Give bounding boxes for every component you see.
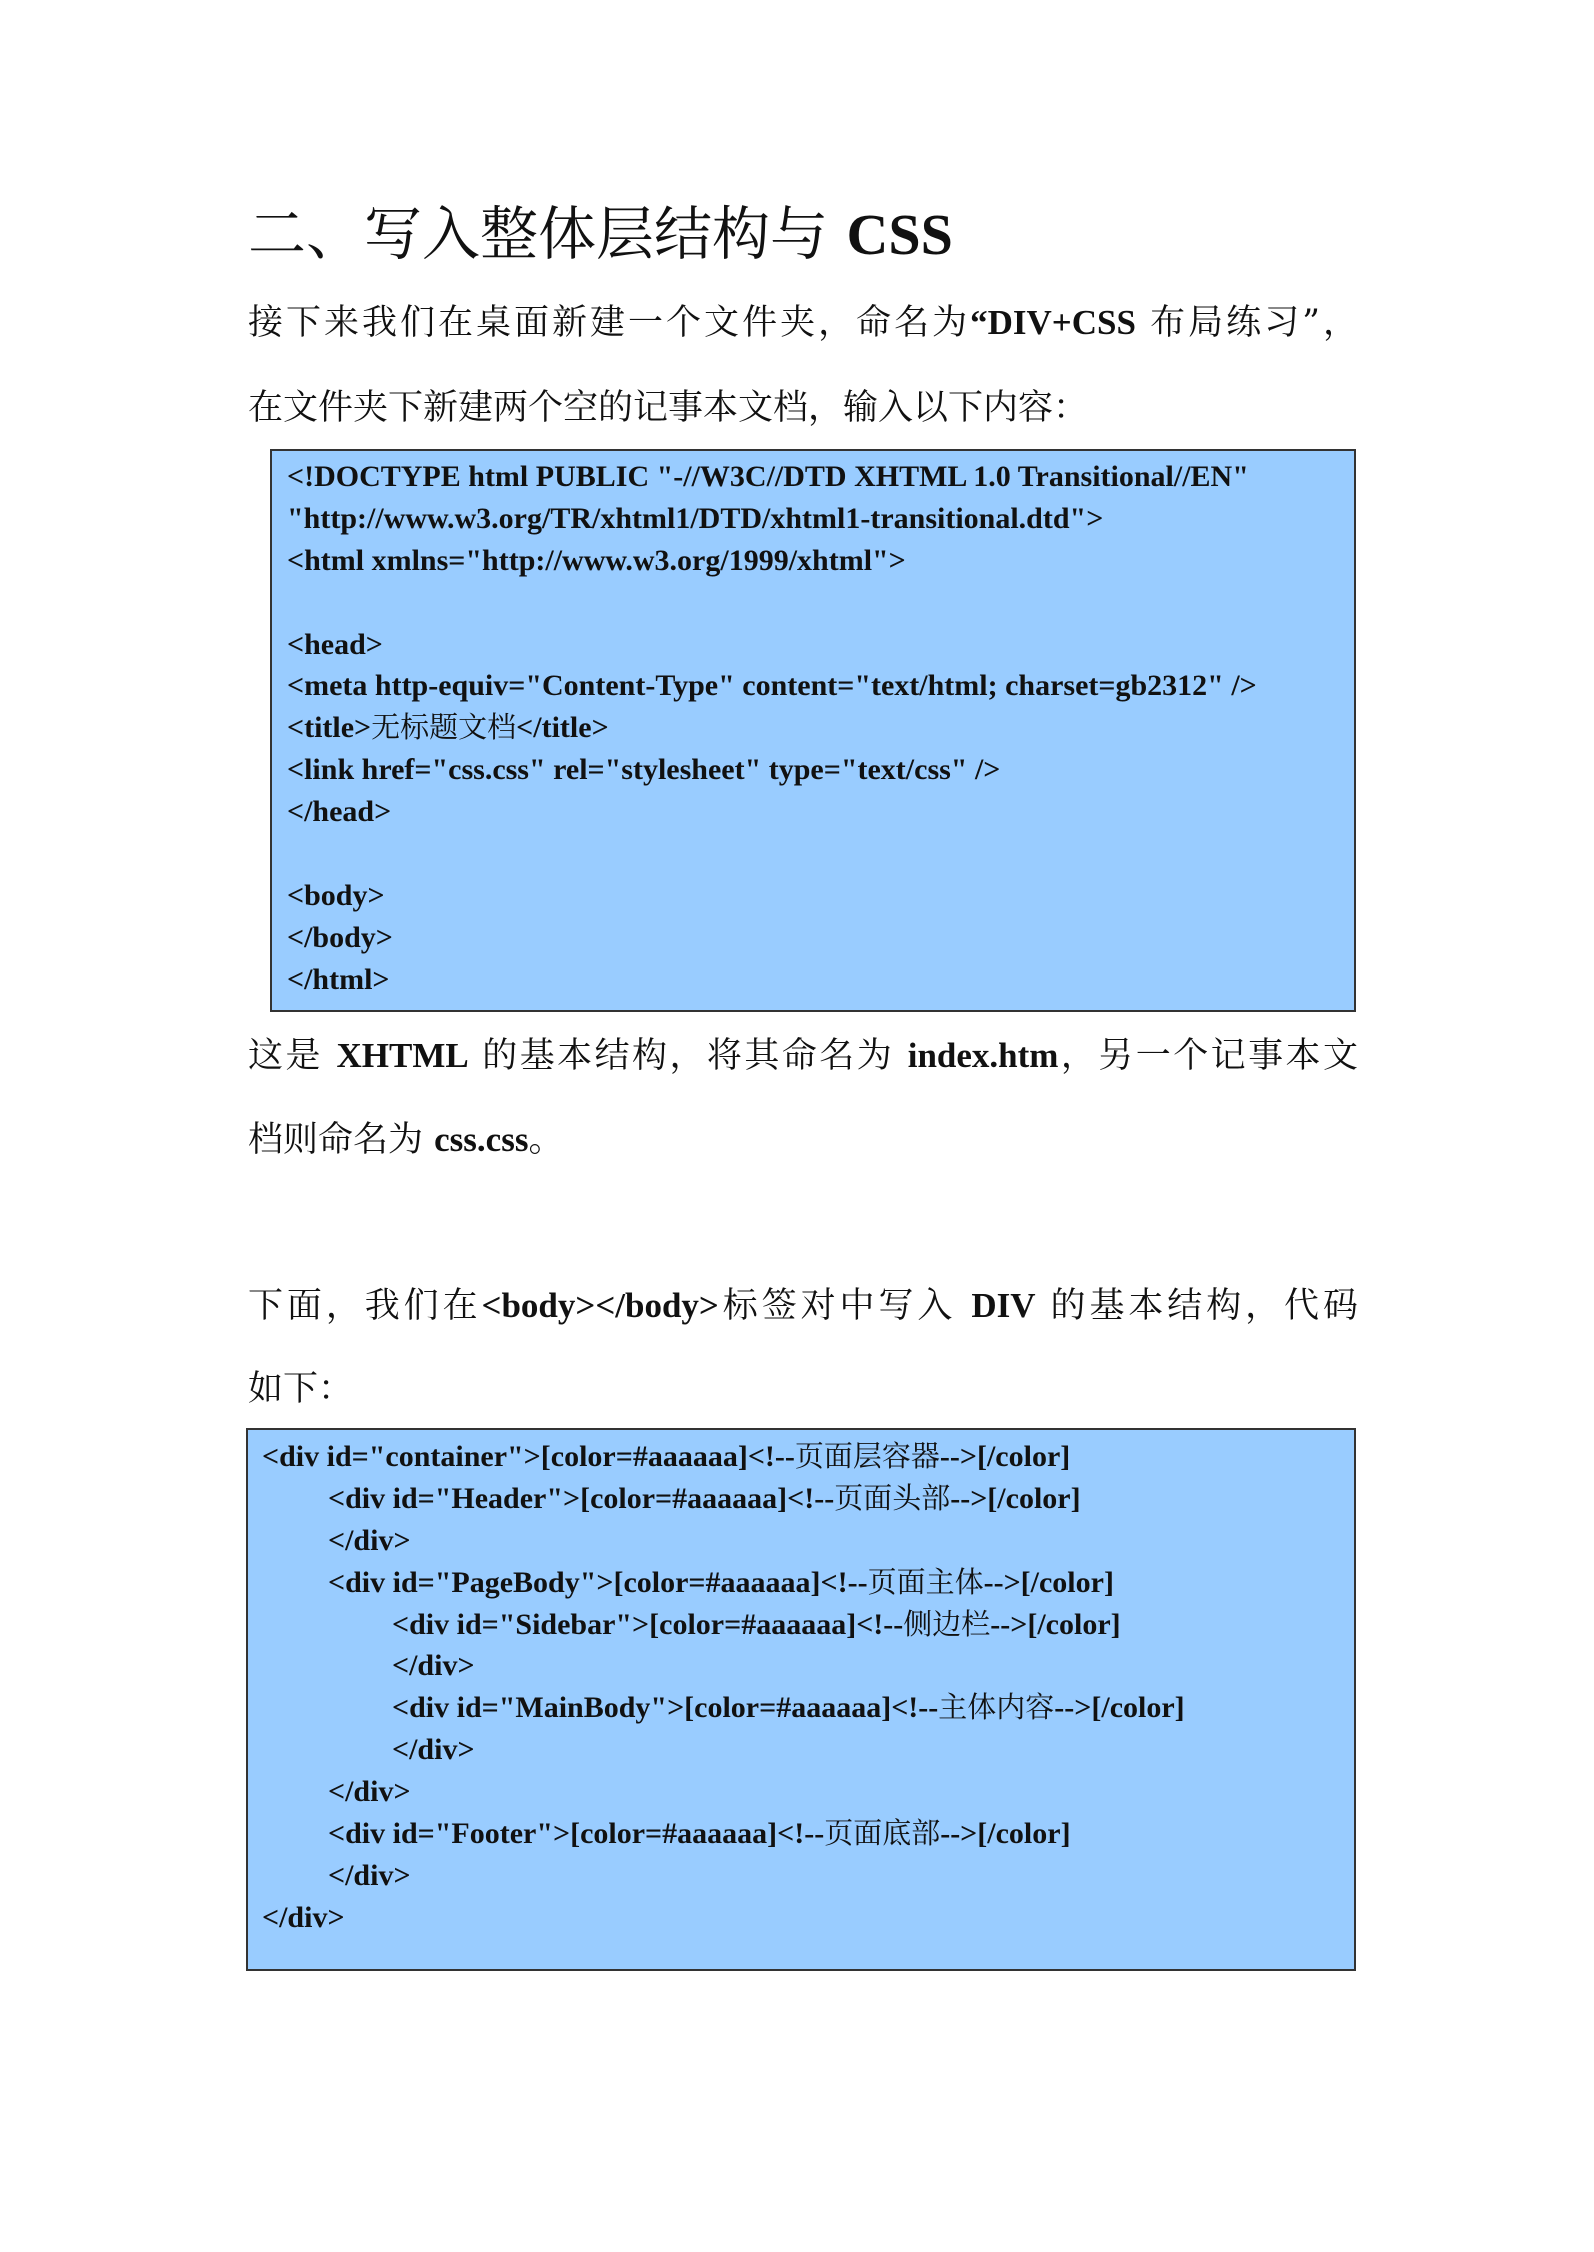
code-line bbox=[262, 1855, 1354, 1897]
code-text: -->[/color] bbox=[950, 1481, 1081, 1515]
code-line bbox=[262, 1478, 1354, 1520]
code-text: <div id="MainBody">[color=#aaaaaa]<!-- bbox=[392, 1691, 939, 1725]
code-text: -->[/color] bbox=[990, 1607, 1121, 1641]
code-line bbox=[262, 1562, 1354, 1604]
text-run-bold: DIV bbox=[971, 1286, 1036, 1325]
code-line: </head> bbox=[287, 795, 392, 829]
text-run-bold: index.htm bbox=[907, 1036, 1059, 1075]
code-line bbox=[262, 1645, 1354, 1687]
code-line bbox=[262, 1897, 1354, 1939]
code-text: </div> bbox=[328, 1858, 411, 1892]
code-line: <!DOCTYPE html PUBLIC "-//W3C//DTD XHTML 1.0 Transitional//EN" bbox=[287, 460, 1249, 493]
paragraph-structure-line-1 bbox=[248, 1028, 1358, 1084]
code-line bbox=[262, 1771, 1354, 1813]
code-block-xhtml bbox=[270, 449, 1356, 1012]
heading-latin: CSS bbox=[846, 202, 953, 267]
code-text-cjk: 无标题文档 bbox=[371, 710, 517, 745]
paragraph-structure-line-2 bbox=[248, 1112, 1358, 1168]
code-text: </div> bbox=[328, 1775, 411, 1809]
code-text: <div id="Sidebar">[color=#aaaaaa]<!-- bbox=[392, 1607, 904, 1641]
text-run: 标签对中写入 bbox=[718, 1286, 972, 1326]
code-line: "http://www.w3.org/TR/xhtml1/DTD/xhtml1-transitional.dtd"> bbox=[287, 501, 1104, 535]
code-text: </div> bbox=[328, 1523, 411, 1557]
text-run: 档则命名为 bbox=[248, 1120, 435, 1160]
code-text: </title> bbox=[516, 711, 609, 745]
code-line bbox=[262, 1729, 1354, 1771]
code-text: <div id="PageBody">[color=#aaaaaa]<!-- bbox=[328, 1565, 868, 1599]
text-run: 的基本结构，将其命名为 bbox=[468, 1036, 908, 1076]
code-text-cjk: 主体内容 bbox=[938, 1690, 1055, 1725]
code-text-cjk: 页面主体 bbox=[867, 1564, 984, 1599]
heading-text: 二、写入整体层结构与 bbox=[248, 200, 847, 268]
code-line: <meta http-equiv="Content-Type" content="text/html; charset=gb2312" /> bbox=[287, 669, 1257, 703]
code-line bbox=[287, 707, 1354, 749]
code-text-cjk: 页面层容器 bbox=[794, 1439, 940, 1473]
paragraph-intro-line-2: 在文件夹下新建两个空的记事本文档，输入以下内容： bbox=[248, 388, 1089, 428]
code-line: </html> bbox=[287, 962, 390, 996]
text-run-bold: XHTML bbox=[336, 1036, 469, 1075]
code-line: <body> bbox=[287, 878, 385, 912]
code-line: <html xmlns="http://www.w3.org/1999/xhtml"> bbox=[287, 543, 906, 577]
code-text-cjk: 页面底部 bbox=[824, 1816, 941, 1851]
code-text: </div> bbox=[392, 1733, 475, 1767]
code-line bbox=[262, 1687, 1354, 1729]
text-run-bold: “DIV+CSS bbox=[970, 303, 1136, 342]
code-line: <head> bbox=[287, 627, 383, 661]
paragraph-div-line-1 bbox=[248, 1278, 1358, 1334]
code-line bbox=[262, 1436, 1354, 1478]
code-text: -->[/color] bbox=[983, 1565, 1114, 1599]
code-line bbox=[262, 1813, 1354, 1855]
paragraph-div-line-2: 如下： bbox=[248, 1369, 354, 1409]
text-run-bold: <body></body> bbox=[481, 1286, 719, 1325]
text-run: ，另一个记事本文 bbox=[1058, 1036, 1358, 1076]
code-line: </body> bbox=[287, 920, 393, 954]
code-text-cjk: 侧边栏 bbox=[903, 1606, 991, 1641]
code-line bbox=[262, 1604, 1354, 1646]
code-text: <div id="container">[color=#aaaaaa]<!-- bbox=[262, 1440, 795, 1473]
code-text: -->[/color] bbox=[1054, 1691, 1185, 1725]
code-text: <div id="Footer">[color=#aaaaaa]<!-- bbox=[328, 1817, 825, 1851]
text-run: 下面，我们在 bbox=[248, 1286, 482, 1326]
text-run: 。 bbox=[528, 1120, 564, 1160]
code-text-cjk: 页面头部 bbox=[834, 1480, 951, 1515]
text-run: 接下来我们在桌面新建一个文件夹，命名为 bbox=[248, 303, 971, 343]
code-text: </div> bbox=[392, 1649, 475, 1683]
text-run: 布局练习”， bbox=[1135, 303, 1358, 343]
code-block-div-structure bbox=[246, 1428, 1356, 1971]
code-text: <div id="Header">[color=#aaaaaa]<!-- bbox=[328, 1481, 835, 1515]
text-run: 这是 bbox=[248, 1036, 337, 1076]
text-run-bold: css.css bbox=[434, 1120, 529, 1159]
code-text: -->[/color] bbox=[939, 1440, 1071, 1473]
code-text: -->[/color] bbox=[940, 1817, 1071, 1851]
code-line bbox=[262, 1520, 1354, 1562]
code-line bbox=[287, 833, 1354, 875]
text-run: 的基本结构，代码 bbox=[1035, 1286, 1358, 1326]
paragraph-intro-line-1 bbox=[248, 295, 1358, 351]
code-text: <title> bbox=[287, 711, 372, 745]
code-text: </div> bbox=[262, 1900, 345, 1934]
section-heading bbox=[248, 196, 953, 273]
code-line: <link href="css.css" rel="stylesheet" type="text/css" /> bbox=[287, 753, 1001, 787]
code-line bbox=[287, 582, 1354, 624]
